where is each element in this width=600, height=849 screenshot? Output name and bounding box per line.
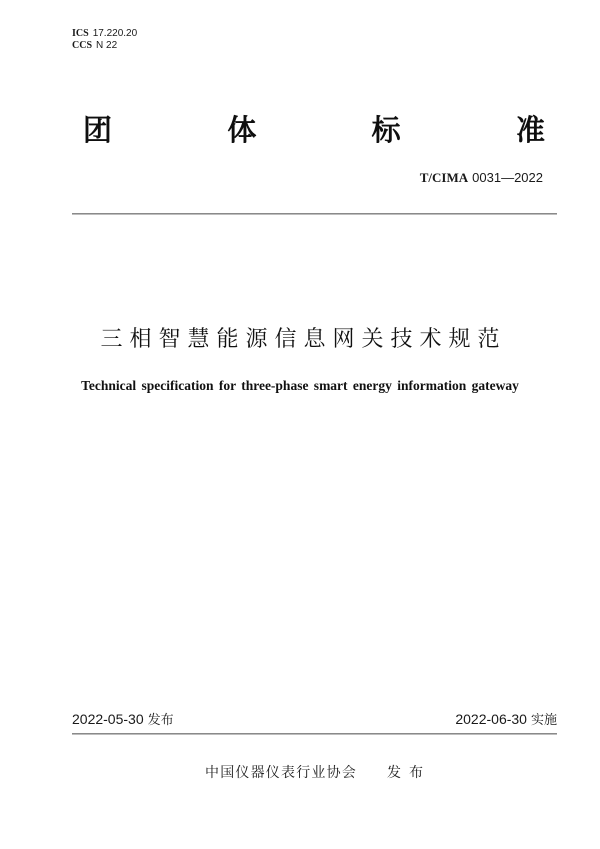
document-type-heading — [72, 112, 557, 148]
doc-type-char: 体 — [227, 113, 257, 147]
ccs-label: CCS — [72, 40, 93, 51]
issue-date — [72, 710, 174, 730]
ics-value: 17.220.20 — [92, 28, 138, 39]
issuer-action: 发布 — [387, 765, 431, 781]
issuer-organization: 中国仪器仪表行业协会 — [205, 765, 357, 781]
implementation-date-label: 实施 — [530, 713, 557, 728]
doc-type-char: 标 — [371, 113, 401, 147]
top-divider — [72, 213, 557, 215]
title-english: Technical specification for three-phase smart energy information gateway — [81, 378, 519, 393]
implementation-date — [455, 710, 557, 730]
ics-code — [72, 28, 137, 40]
ics-label: ICS — [72, 28, 89, 39]
standard-prefix: T/CIMA — [419, 170, 469, 185]
issue-date-label: 发布 — [147, 713, 174, 728]
implementation-date-value: 2022-06-30 — [455, 711, 527, 727]
standard-code: 0031—2022 — [472, 170, 543, 185]
ccs-value: N 22 — [96, 40, 118, 51]
bottom-divider — [72, 733, 557, 735]
issuer — [205, 763, 431, 783]
doc-type-char: 团 — [83, 113, 113, 147]
doc-type-char: 准 — [515, 113, 545, 147]
standard-number — [420, 169, 543, 188]
issue-date-value: 2022-05-30 — [72, 711, 144, 727]
title-chinese: 三相智慧能源信息网关技术规范 — [100, 327, 507, 352]
ccs-code — [72, 40, 137, 52]
classification-codes — [72, 28, 137, 52]
